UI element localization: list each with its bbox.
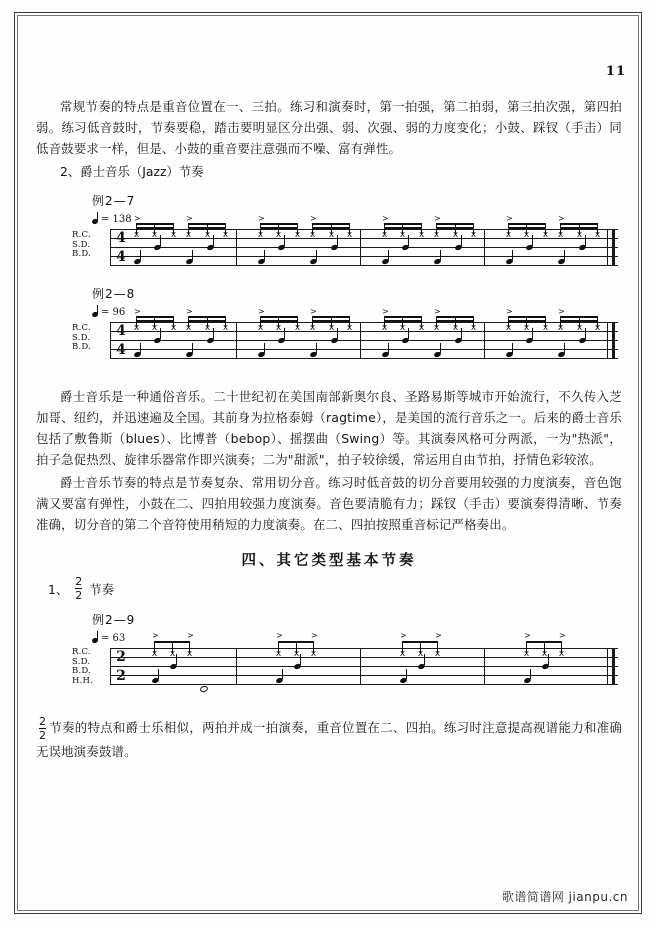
note-ride: x bbox=[185, 230, 192, 240]
score-example-2-7 bbox=[36, 215, 622, 275]
section-heading-jazz: 2、爵士音乐（Jazz）节奏 bbox=[60, 164, 204, 179]
quarter-note-icon bbox=[92, 306, 101, 317]
paragraph-jazz-history: 爵士音乐是一种通俗音乐。二十世纪初在美国南部新奥尔良、圣路易斯等城市开始流行，不久传入芝加哥、纽约，并迅速遍及全国。其前身为拉格泰姆（ragtime），是美国的流行音乐之一。后来的爵士音乐包括了敷鲁斯（blues）、比博普（bebop）、摇摆曲（Swing）等。其演奏风格可分两派，一为"热派"，拍子急促热烈、旋律乐器常作即兴演奏；二为"甜派"，拍子较徐缓，常运用自由节拍，抒情色彩较浓。 bbox=[36, 389, 622, 467]
note-ride: x bbox=[222, 230, 229, 240]
time-signature-fraction-inline: $\frac{2}{2}$ bbox=[39, 715, 47, 742]
tempo-marking-1: = 138 bbox=[92, 213, 132, 225]
note-ride: x bbox=[204, 230, 211, 240]
accent-mark: > bbox=[186, 214, 193, 223]
time-signature-fraction: $\frac{2}{2}$ bbox=[75, 575, 83, 602]
tempo-marking-3: = 63 bbox=[92, 632, 125, 644]
instrument-label-rc: R.C. bbox=[72, 230, 91, 240]
instrument-label-rc: R.C. bbox=[72, 323, 91, 333]
tempo-marking-2: = 96 bbox=[92, 306, 125, 318]
accent-mark: > bbox=[134, 214, 141, 223]
instrument-label-sd: S.D. bbox=[72, 332, 91, 343]
instrument-labels-2 bbox=[72, 324, 91, 353]
instrument-label-bd: B.D. bbox=[72, 666, 91, 677]
example-label-2-7: 例2—7 bbox=[92, 194, 136, 208]
quarter-note-icon bbox=[92, 213, 101, 224]
note-ride: x bbox=[133, 230, 140, 240]
paragraph-regular-rhythm: 常规节奏的特点是重音位置在一、三拍。练习和演奏时，第一拍强，第二拍弱，第三拍次强，第四拍弱。练习低音鼓时，节奏要稳，踏击要明显区分出强、弱、次强、弱的力度变化；小鼓、踩钗（手击）同低音鼓要求一样，但是、小鼓的重音要注意强而不噪、富有弹性。 bbox=[36, 99, 622, 156]
example-label-2-8: 例2—8 bbox=[92, 287, 136, 301]
score-example-2-8 bbox=[36, 308, 622, 368]
instrument-label-bd: B.D. bbox=[72, 249, 91, 260]
time-signature-1: 4 4 bbox=[116, 230, 126, 265]
paragraph-jazz-rhythm: 爵士音乐节奏的特点是节奏复杂、常用切分音。练习时低音鼓的切分音要用较强的力度演奏，音色饱满又要富有弹性，小鼓在二、四拍用较强力度演奏。音色要清脆有力；踩钗（手击）要演奏得清晰、节奏准确，切分音的第二个音符使用稍短的力度演奏。在二、四拍按照重音标记严格奏出。 bbox=[36, 475, 622, 532]
staff-3: 2 2 x x x > > x x x > > x x x > > x x x > > bbox=[110, 648, 618, 688]
score-example-2-9 bbox=[36, 631, 622, 702]
note-ride: x bbox=[170, 230, 177, 240]
staff-2: 4 4 x x x x x x > > x x x x x x > > x x x x x x > > x x x x x x > > bbox=[110, 322, 618, 362]
instrument-label-bd: B.D. bbox=[72, 342, 91, 353]
example-label-2-9: 例2—9 bbox=[92, 613, 136, 627]
time-signature-3: 2 2 bbox=[116, 649, 126, 684]
instrument-label-sd: S.D. bbox=[72, 656, 91, 667]
instrument-labels-3 bbox=[72, 648, 93, 686]
section-heading-other-types: 四、其它类型基本节奏 bbox=[241, 553, 417, 569]
page-content bbox=[36, 96, 622, 764]
time-signature-2: 4 4 bbox=[116, 323, 126, 358]
instrument-labels-1 bbox=[72, 231, 91, 260]
instrument-label-rc: R.C. bbox=[72, 647, 91, 657]
watermark: 歌谱简谱网 jianpu.cn bbox=[501, 890, 628, 904]
staff-1: 4 4 x x x x x x > > x x x x x x > > x x x x x x > > x x x x x x > > bbox=[110, 229, 618, 269]
note-ride: x bbox=[151, 230, 158, 240]
quarter-note-icon bbox=[92, 632, 101, 643]
item-cut-time bbox=[48, 576, 622, 601]
paragraph-cut-time: $\frac{2}{2}$ 节奏的特点和爵士乐相似，两拍并成一拍演奏，重音位置在二、四拍。练习时注意提高视谱能力和准确无误地演奏鼓谱。 bbox=[36, 715, 622, 759]
page-number: 11 bbox=[605, 64, 626, 79]
instrument-label-sd: S.D. bbox=[72, 239, 91, 250]
item-prefix: 1、 bbox=[48, 581, 69, 597]
instrument-label-hh: H.H. bbox=[72, 675, 94, 686]
item-suffix: 节奏 bbox=[89, 581, 115, 597]
